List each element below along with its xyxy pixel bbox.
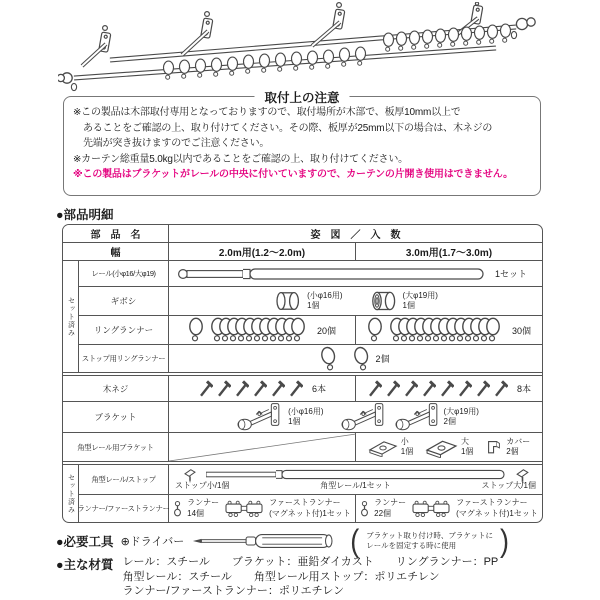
runner-qty-3m: 22個 (374, 508, 392, 518)
screw-icon (493, 380, 508, 397)
runner-name: ランナー/ファーストランナー (79, 495, 169, 522)
screw-icon (198, 380, 213, 397)
width-row (63, 243, 542, 261)
stop-small-qty: ストップ小/1個 (175, 481, 230, 490)
wood-screw-row (63, 376, 542, 402)
parts-table (62, 224, 543, 523)
sq-bracket-large-label: 大 (460, 436, 469, 446)
stop-ring-runner-row (79, 345, 542, 372)
rail-row (79, 261, 542, 287)
first-runner-label: ファーストランナー (456, 498, 528, 508)
wood-screw-name: 木ネジ (63, 376, 169, 401)
notice-line-1: ※この製品は木部取付専用となっておりますので、取付場所が木部で、板厚10mm以上で (73, 107, 461, 118)
giboshi-large-label: (大φ19用) (402, 290, 438, 300)
screw-qty-3m: 8本 (516, 384, 531, 394)
notice-line-2: あることをご確認の上、取り付けてください。その際、板厚が25mm以下の場合は、木ネジの (83, 122, 493, 134)
bracket-large-qty: 2個 (443, 417, 456, 426)
runner-icon (360, 501, 369, 517)
materials-line-1: レール：スチール ブラケット：亜鉛ダイカスト リングランナー：PP (122, 556, 499, 568)
stop-large-qty: ストップ大/1個 (481, 481, 536, 490)
screw-icon (367, 380, 382, 397)
ring-runner-qty-3m: 30個 (511, 325, 531, 336)
square-bracket-small-icon (368, 438, 398, 457)
screw-icon (421, 380, 436, 397)
width-3m: 3.0m用(1.7～3.0m) (405, 248, 493, 259)
first-runner-icon (224, 500, 264, 518)
square-rail-qty: 角型レール/1セット (320, 481, 391, 490)
rail-name: レール(小φ16/大φ19) (79, 261, 169, 286)
materials-line-2: 角型レール：スチール 角型レール用ストップ：ポリエチレン (122, 570, 440, 583)
first-runner-label: ファーストランナー (269, 498, 341, 508)
giboshi-name: ギボシ (79, 287, 169, 315)
width-2m: 2.0m用(1.2～2.0m) (169, 243, 356, 260)
materials-section (56, 555, 498, 599)
giboshi-small-icon (273, 291, 303, 311)
bracket-small-qty: 1個 (288, 417, 301, 426)
bracket-small-label: (小φ16用) (288, 406, 324, 416)
square-rail-bracket-row (63, 433, 542, 462)
sq-bracket-small-label: 小 (400, 436, 409, 446)
materials-line-3: ランナー/ファーストランナー：ポリエチレン (122, 585, 345, 598)
runner-row (79, 495, 542, 522)
bracket-cover-icon (485, 438, 503, 456)
ring-runner-row (79, 316, 542, 345)
screw-icon (252, 380, 267, 397)
giboshi-small-label: (小φ16用) (307, 290, 343, 300)
screw-qty-2m: 6本 (311, 384, 326, 394)
bracket-large-label: (大φ19用) (443, 406, 479, 416)
header-figure-qty: 姿 図 ／ 入 数 (310, 230, 401, 241)
screw-icon (288, 380, 303, 397)
screwdriver-icon (191, 532, 343, 550)
bracket-row (63, 402, 542, 433)
bracket-large-icon (336, 402, 388, 432)
giboshi-small-qty: 1個 (307, 301, 320, 310)
sq-bracket-small-qty: 1個 (400, 447, 414, 456)
notice-line-emphasis: ※この製品はブラケットがレールの中央に付いていますので、カーテンの片開き使用はできません。 (73, 169, 513, 180)
stop-ring-icon (354, 346, 371, 372)
curtain-rail-illustration (58, 2, 544, 94)
tools-heading: ●必要工具 (56, 535, 114, 549)
screw-icon (403, 380, 418, 397)
ring-chain-20-icon (188, 317, 312, 343)
rail-qty: 1セット (495, 269, 528, 279)
notice-title: 取付上の注意 (254, 88, 349, 106)
notice-line-4: ※カーテン総重量5.0kg以内であることをご確認の上、取り付けてください。 (73, 153, 408, 165)
square-rail-stop-name: 角型レール/ストップ (79, 465, 169, 494)
set-included-badge: セット済み (63, 261, 79, 372)
bracket-cover-label: カバー (506, 436, 531, 446)
table-header-row (63, 225, 542, 243)
bracket-large-icon (390, 402, 442, 432)
screw-icon (457, 380, 472, 397)
note-open-paren: ( (350, 523, 360, 558)
notice-line-3: 先端が突き抜けますのでご注意ください。 (83, 138, 270, 149)
stop-ring-icon (321, 346, 338, 372)
stop-ring-runner-name: ストップ用リングランナー (79, 345, 169, 372)
tools-note-line-1: ブラケット取り付け時、ブラケットに (366, 530, 493, 540)
screw-icon (385, 380, 400, 397)
width-label: 幅 (63, 243, 169, 260)
phillips-driver-label: ⊕ドライバー (120, 536, 185, 548)
note-close-paren: ) (499, 523, 509, 558)
screw-icon (234, 380, 249, 397)
bracket-name: ブラケット (63, 402, 169, 432)
giboshi-large-qty: 1個 (402, 301, 415, 310)
runner-qty-2m: 14個 (187, 508, 205, 518)
set-included-badge: セット済み (63, 465, 79, 522)
parts-section-heading: ●部品明細 (56, 208, 114, 222)
tools-note-line-2: レールを固定する時に使用 (366, 541, 457, 550)
screw-icon (270, 380, 285, 397)
ring-chain-30-icon (367, 317, 507, 343)
header-part-name: 部 品 名 (63, 225, 169, 242)
runner-icon (173, 501, 182, 517)
bracket-cover-qty: 2個 (506, 447, 519, 456)
empty-cell-diagonal (169, 433, 356, 462)
set-included-group-2 (63, 465, 542, 522)
runner-label: ランナー (187, 498, 220, 508)
giboshi-large-icon (369, 291, 399, 311)
installation-notice-box (63, 91, 541, 196)
runner-label: ランナー (374, 498, 407, 508)
square-rail-icon (206, 469, 506, 480)
square-bracket-large-icon (425, 437, 458, 458)
first-runner-icon (411, 500, 451, 518)
giboshi-row (79, 287, 542, 316)
sq-bracket-large-qty: 1個 (460, 447, 474, 456)
first-runner-qty: (マグネット付)1セット (456, 508, 538, 518)
screw-icon (439, 380, 454, 397)
required-tools-section (56, 523, 509, 558)
stop-ring-qty: 2個 (375, 354, 390, 364)
ring-runner-qty-2m: 20個 (316, 325, 336, 336)
set-included-group-1 (63, 261, 542, 373)
screw-icon (475, 380, 490, 397)
ring-runner-name: リングランナー (79, 316, 169, 344)
bracket-small-icon (232, 402, 284, 432)
materials-heading: ●主な材質 (56, 558, 114, 572)
square-rail-bracket-name: 角型レール用ブラケット (63, 433, 169, 461)
rail-icon (177, 267, 489, 281)
screw-icon (216, 380, 231, 397)
first-runner-qty: (マグネット付)1セット (269, 508, 351, 518)
square-rail-stop-row (79, 465, 542, 495)
